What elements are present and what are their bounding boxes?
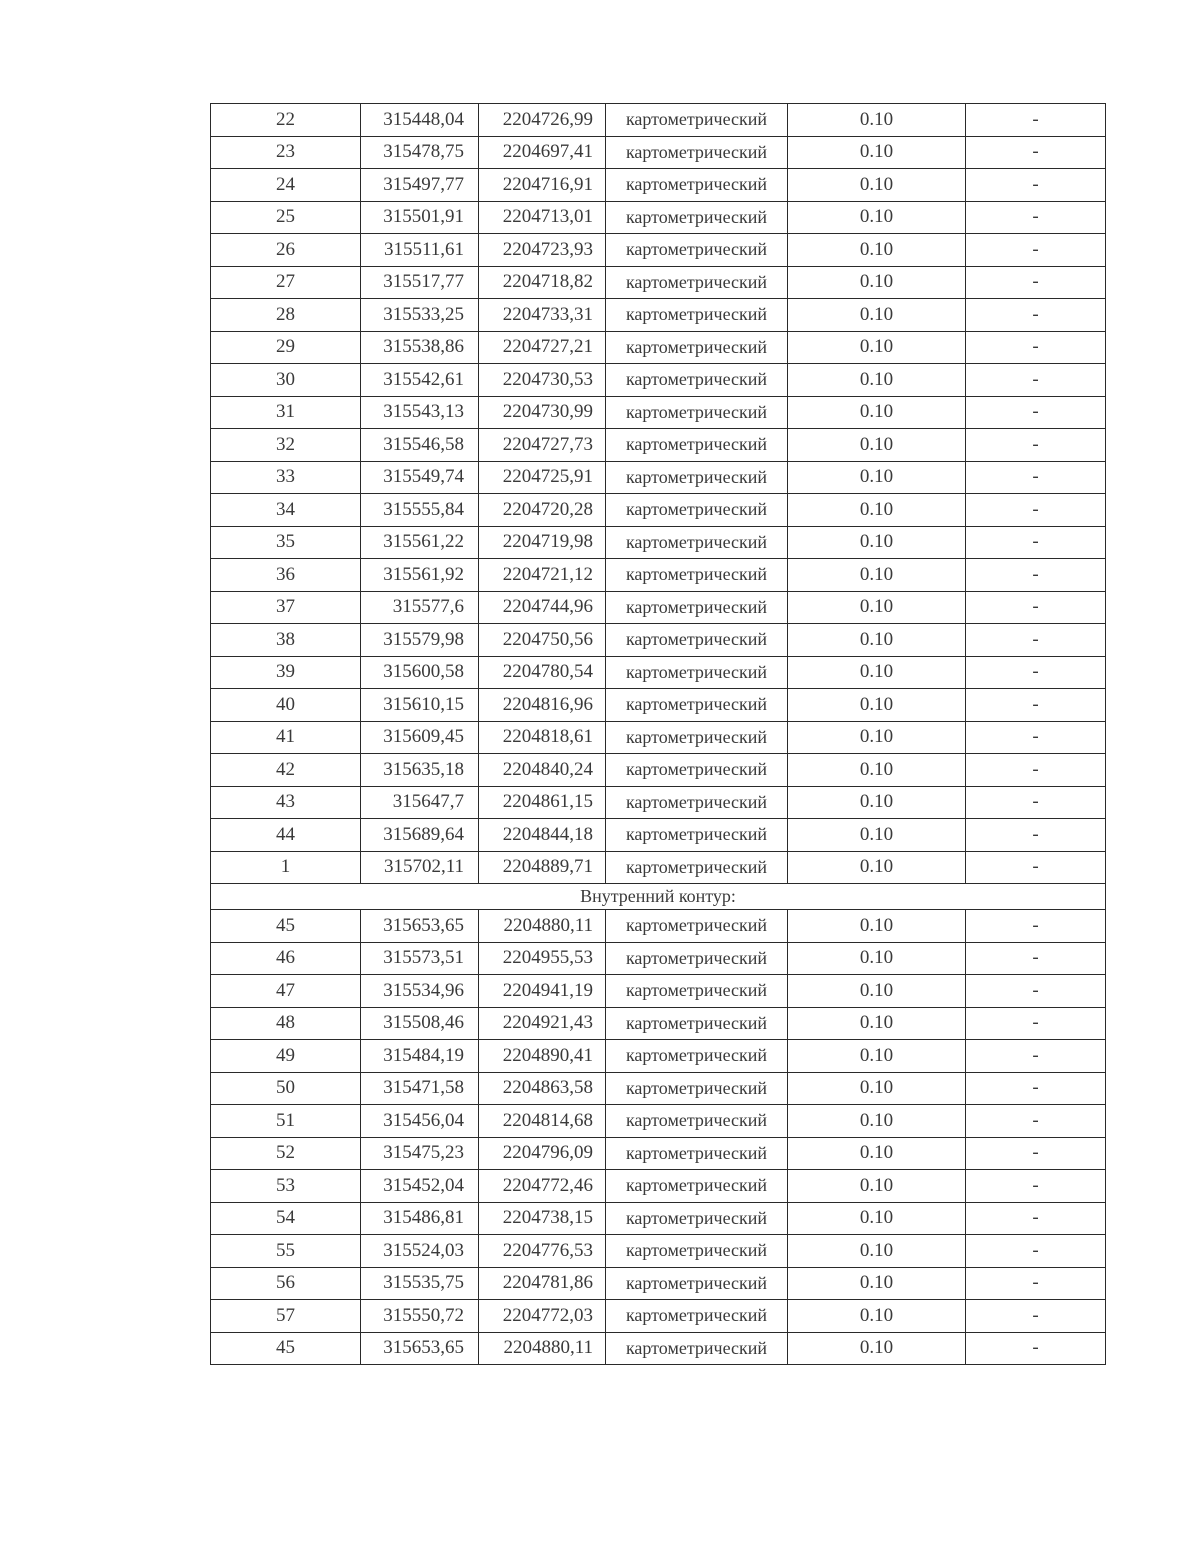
table-row	[211, 1170, 1106, 1203]
coord-y-cell: 2204744,96	[479, 591, 606, 624]
note-cell: -	[966, 851, 1106, 884]
coord-x-cell: 315452,04	[361, 1170, 479, 1203]
method-cell: картометрический	[606, 266, 788, 299]
coord-y-cell: 2204713,01	[479, 201, 606, 234]
coord-x-cell: 315478,75	[361, 136, 479, 169]
method-cell: картометрический	[606, 396, 788, 429]
coord-y-cell: 2204772,03	[479, 1300, 606, 1333]
accuracy-cell: 0.10	[788, 559, 966, 592]
note-cell: -	[966, 1267, 1106, 1300]
accuracy-cell: 0.10	[788, 910, 966, 943]
method-cell: картометрический	[606, 786, 788, 819]
method-cell: картометрический	[606, 1332, 788, 1365]
point-number-cell: 33	[211, 461, 361, 494]
coord-x-cell: 315600,58	[361, 656, 479, 689]
coord-x-cell: 315501,91	[361, 201, 479, 234]
coord-y-cell: 2204697,41	[479, 136, 606, 169]
table-row	[211, 104, 1106, 137]
coord-x-cell: 315497,77	[361, 169, 479, 202]
coord-x-cell: 315579,98	[361, 624, 479, 657]
point-number-cell: 52	[211, 1137, 361, 1170]
method-cell: картометрический	[606, 559, 788, 592]
method-cell: картометрический	[606, 656, 788, 689]
table-row	[211, 851, 1106, 884]
note-cell: -	[966, 1170, 1106, 1203]
method-cell: картометрический	[606, 1235, 788, 1268]
table-row	[211, 364, 1106, 397]
method-cell: картометрический	[606, 331, 788, 364]
method-cell: картометрический	[606, 526, 788, 559]
accuracy-cell: 0.10	[788, 1235, 966, 1268]
point-number-cell: 34	[211, 494, 361, 527]
method-cell: картометрический	[606, 1300, 788, 1333]
point-number-cell: 30	[211, 364, 361, 397]
table-row	[211, 494, 1106, 527]
coord-x-cell: 315538,86	[361, 331, 479, 364]
coord-y-cell: 2204889,71	[479, 851, 606, 884]
coord-x-cell: 315577,6	[361, 591, 479, 624]
point-number-cell: 25	[211, 201, 361, 234]
coord-y-cell: 2204955,53	[479, 942, 606, 975]
coord-y-cell: 2204716,91	[479, 169, 606, 202]
point-number-cell: 39	[211, 656, 361, 689]
note-cell: -	[966, 331, 1106, 364]
coord-y-cell: 2204840,24	[479, 754, 606, 787]
method-cell: картометрический	[606, 234, 788, 267]
note-cell: -	[966, 942, 1106, 975]
note-cell: -	[966, 624, 1106, 657]
coord-x-cell: 315561,92	[361, 559, 479, 592]
accuracy-cell: 0.10	[788, 656, 966, 689]
point-number-cell: 50	[211, 1072, 361, 1105]
method-cell: картометрический	[606, 819, 788, 852]
coord-x-cell: 315549,74	[361, 461, 479, 494]
accuracy-cell: 0.10	[788, 754, 966, 787]
point-number-cell: 57	[211, 1300, 361, 1333]
table-row	[211, 559, 1106, 592]
accuracy-cell: 0.10	[788, 396, 966, 429]
coord-x-cell: 315508,46	[361, 1007, 479, 1040]
coord-x-cell: 315542,61	[361, 364, 479, 397]
coord-y-cell: 2204880,11	[479, 1332, 606, 1365]
note-cell: -	[966, 1235, 1106, 1268]
point-number-cell: 38	[211, 624, 361, 657]
method-cell: картометрический	[606, 1267, 788, 1300]
table-row	[211, 1137, 1106, 1170]
method-cell: картометрический	[606, 461, 788, 494]
point-number-cell: 36	[211, 559, 361, 592]
point-number-cell: 40	[211, 689, 361, 722]
accuracy-cell: 0.10	[788, 1007, 966, 1040]
coord-x-cell: 315524,03	[361, 1235, 479, 1268]
point-number-cell: 29	[211, 331, 361, 364]
note-cell: -	[966, 494, 1106, 527]
coord-y-cell: 2204941,19	[479, 975, 606, 1008]
point-number-cell: 23	[211, 136, 361, 169]
coord-y-cell: 2204781,86	[479, 1267, 606, 1300]
table-row	[211, 786, 1106, 819]
coord-x-cell: 315535,75	[361, 1267, 479, 1300]
note-cell: -	[966, 559, 1106, 592]
note-cell: -	[966, 1332, 1106, 1365]
coord-y-cell: 2204738,15	[479, 1202, 606, 1235]
coord-y-cell: 2204816,96	[479, 689, 606, 722]
coord-x-cell: 315448,04	[361, 104, 479, 137]
coord-x-cell: 315546,58	[361, 429, 479, 462]
note-cell: -	[966, 526, 1106, 559]
coord-x-cell: 315689,64	[361, 819, 479, 852]
coord-y-cell: 2204725,91	[479, 461, 606, 494]
accuracy-cell: 0.10	[788, 942, 966, 975]
note-cell: -	[966, 201, 1106, 234]
method-cell: картометрический	[606, 364, 788, 397]
accuracy-cell: 0.10	[788, 461, 966, 494]
table-row	[211, 331, 1106, 364]
note-cell: -	[966, 234, 1106, 267]
coord-y-cell: 2204776,53	[479, 1235, 606, 1268]
table-row	[211, 1267, 1106, 1300]
coord-x-cell: 315475,23	[361, 1137, 479, 1170]
note-cell: -	[966, 975, 1106, 1008]
method-cell: картометрический	[606, 754, 788, 787]
note-cell: -	[966, 754, 1106, 787]
method-cell: картометрический	[606, 1202, 788, 1235]
table-row	[211, 526, 1106, 559]
inner-contour-label: Внутренний контур:	[211, 884, 1106, 910]
table-row	[211, 1007, 1106, 1040]
accuracy-cell: 0.10	[788, 331, 966, 364]
coord-y-cell: 2204890,41	[479, 1040, 606, 1073]
method-cell: картометрический	[606, 1170, 788, 1203]
accuracy-cell: 0.10	[788, 201, 966, 234]
coord-y-cell: 2204814,68	[479, 1105, 606, 1138]
coord-y-cell: 2204880,11	[479, 910, 606, 943]
accuracy-cell: 0.10	[788, 299, 966, 332]
point-number-cell: 1	[211, 851, 361, 884]
coord-y-cell: 2204726,99	[479, 104, 606, 137]
coord-x-cell: 315511,61	[361, 234, 479, 267]
table-row	[211, 396, 1106, 429]
method-cell: картометрический	[606, 851, 788, 884]
accuracy-cell: 0.10	[788, 689, 966, 722]
table-row	[211, 461, 1106, 494]
note-cell: -	[966, 104, 1106, 137]
coord-y-cell: 2204861,15	[479, 786, 606, 819]
method-cell: картометрический	[606, 169, 788, 202]
note-cell: -	[966, 656, 1106, 689]
point-number-cell: 28	[211, 299, 361, 332]
accuracy-cell: 0.10	[788, 1040, 966, 1073]
method-cell: картометрический	[606, 689, 788, 722]
table-row	[211, 819, 1106, 852]
method-cell: картометрический	[606, 201, 788, 234]
coord-x-cell: 315702,11	[361, 851, 479, 884]
point-number-cell: 43	[211, 786, 361, 819]
coord-y-cell: 2204796,09	[479, 1137, 606, 1170]
coord-x-cell: 315456,04	[361, 1105, 479, 1138]
inner-contour-row	[211, 884, 1106, 910]
accuracy-cell: 0.10	[788, 526, 966, 559]
method-cell: картометрический	[606, 975, 788, 1008]
point-number-cell: 22	[211, 104, 361, 137]
accuracy-cell: 0.10	[788, 1267, 966, 1300]
coord-x-cell: 315555,84	[361, 494, 479, 527]
point-number-cell: 24	[211, 169, 361, 202]
coord-y-cell: 2204727,21	[479, 331, 606, 364]
accuracy-cell: 0.10	[788, 1332, 966, 1365]
table-row	[211, 266, 1106, 299]
accuracy-cell: 0.10	[788, 169, 966, 202]
accuracy-cell: 0.10	[788, 851, 966, 884]
point-number-cell: 42	[211, 754, 361, 787]
note-cell: -	[966, 910, 1106, 943]
point-number-cell: 55	[211, 1235, 361, 1268]
coord-y-cell: 2204844,18	[479, 819, 606, 852]
point-number-cell: 44	[211, 819, 361, 852]
note-cell: -	[966, 721, 1106, 754]
coord-y-cell: 2204723,93	[479, 234, 606, 267]
note-cell: -	[966, 786, 1106, 819]
method-cell: картометрический	[606, 721, 788, 754]
table-row	[211, 201, 1106, 234]
coord-y-cell: 2204721,12	[479, 559, 606, 592]
coord-y-cell: 2204818,61	[479, 721, 606, 754]
table-row	[211, 721, 1106, 754]
coord-y-cell: 2204730,53	[479, 364, 606, 397]
point-number-cell: 47	[211, 975, 361, 1008]
coord-y-cell: 2204730,99	[479, 396, 606, 429]
accuracy-cell: 0.10	[788, 364, 966, 397]
coord-x-cell: 315550,72	[361, 1300, 479, 1333]
note-cell: -	[966, 689, 1106, 722]
coord-x-cell: 315543,13	[361, 396, 479, 429]
table-row	[211, 1105, 1106, 1138]
accuracy-cell: 0.10	[788, 494, 966, 527]
point-number-cell: 46	[211, 942, 361, 975]
accuracy-cell: 0.10	[788, 1105, 966, 1138]
coord-x-cell: 315486,81	[361, 1202, 479, 1235]
note-cell: -	[966, 1072, 1106, 1105]
accuracy-cell: 0.10	[788, 1170, 966, 1203]
coord-y-cell: 2204772,46	[479, 1170, 606, 1203]
method-cell: картометрический	[606, 1105, 788, 1138]
coord-x-cell: 315533,25	[361, 299, 479, 332]
table-row	[211, 299, 1106, 332]
table-row	[211, 910, 1106, 943]
accuracy-cell: 0.10	[788, 975, 966, 1008]
coord-x-cell: 315653,65	[361, 1332, 479, 1365]
coord-x-cell: 315484,19	[361, 1040, 479, 1073]
note-cell: -	[966, 136, 1106, 169]
method-cell: картометрический	[606, 1040, 788, 1073]
accuracy-cell: 0.10	[788, 234, 966, 267]
coord-x-cell: 315653,65	[361, 910, 479, 943]
coord-x-cell: 315471,58	[361, 1072, 479, 1105]
coord-y-cell: 2204921,43	[479, 1007, 606, 1040]
point-number-cell: 35	[211, 526, 361, 559]
accuracy-cell: 0.10	[788, 1300, 966, 1333]
accuracy-cell: 0.10	[788, 266, 966, 299]
accuracy-cell: 0.10	[788, 721, 966, 754]
point-number-cell: 26	[211, 234, 361, 267]
accuracy-cell: 0.10	[788, 1137, 966, 1170]
method-cell: картометрический	[606, 104, 788, 137]
point-number-cell: 32	[211, 429, 361, 462]
coord-y-cell: 2204727,73	[479, 429, 606, 462]
coord-y-cell: 2204780,54	[479, 656, 606, 689]
method-cell: картометрический	[606, 1007, 788, 1040]
table-row	[211, 754, 1106, 787]
table-row	[211, 591, 1106, 624]
accuracy-cell: 0.10	[788, 819, 966, 852]
table-row	[211, 1300, 1106, 1333]
coord-y-cell: 2204863,58	[479, 1072, 606, 1105]
table-row	[211, 656, 1106, 689]
table-row	[211, 689, 1106, 722]
method-cell: картометрический	[606, 299, 788, 332]
note-cell: -	[966, 429, 1106, 462]
coord-x-cell: 315561,22	[361, 526, 479, 559]
coordinates-table	[210, 103, 1106, 1365]
coord-y-cell: 2204733,31	[479, 299, 606, 332]
point-number-cell: 31	[211, 396, 361, 429]
note-cell: -	[966, 1300, 1106, 1333]
accuracy-cell: 0.10	[788, 1202, 966, 1235]
accuracy-cell: 0.10	[788, 104, 966, 137]
point-number-cell: 56	[211, 1267, 361, 1300]
note-cell: -	[966, 266, 1106, 299]
table-row	[211, 624, 1106, 657]
table-row	[211, 1040, 1106, 1073]
method-cell: картометрический	[606, 942, 788, 975]
point-number-cell: 27	[211, 266, 361, 299]
accuracy-cell: 0.10	[788, 429, 966, 462]
coord-x-cell: 315610,15	[361, 689, 479, 722]
table-row	[211, 1202, 1106, 1235]
accuracy-cell: 0.10	[788, 136, 966, 169]
method-cell: картометрический	[606, 624, 788, 657]
note-cell: -	[966, 1202, 1106, 1235]
table-row	[211, 1235, 1106, 1268]
accuracy-cell: 0.10	[788, 591, 966, 624]
method-cell: картометрический	[606, 1137, 788, 1170]
method-cell: картометрический	[606, 910, 788, 943]
coord-y-cell: 2204720,28	[479, 494, 606, 527]
point-number-cell: 49	[211, 1040, 361, 1073]
coordinates-table-body	[211, 104, 1106, 1365]
coord-y-cell: 2204719,98	[479, 526, 606, 559]
coord-x-cell: 315635,18	[361, 754, 479, 787]
method-cell: картометрический	[606, 136, 788, 169]
note-cell: -	[966, 299, 1106, 332]
coord-y-cell: 2204718,82	[479, 266, 606, 299]
table-row	[211, 169, 1106, 202]
note-cell: -	[966, 1007, 1106, 1040]
coord-x-cell: 315573,51	[361, 942, 479, 975]
coord-y-cell: 2204750,56	[479, 624, 606, 657]
note-cell: -	[966, 1137, 1106, 1170]
method-cell: картометрический	[606, 429, 788, 462]
table-row	[211, 429, 1106, 462]
table-row	[211, 1332, 1106, 1365]
method-cell: картометрический	[606, 591, 788, 624]
coord-x-cell: 315609,45	[361, 721, 479, 754]
accuracy-cell: 0.10	[788, 624, 966, 657]
table-row	[211, 942, 1106, 975]
point-number-cell: 45	[211, 910, 361, 943]
note-cell: -	[966, 396, 1106, 429]
note-cell: -	[966, 364, 1106, 397]
point-number-cell: 54	[211, 1202, 361, 1235]
table-row	[211, 136, 1106, 169]
accuracy-cell: 0.10	[788, 1072, 966, 1105]
table-row	[211, 975, 1106, 1008]
point-number-cell: 41	[211, 721, 361, 754]
point-number-cell: 53	[211, 1170, 361, 1203]
point-number-cell: 37	[211, 591, 361, 624]
coord-x-cell: 315534,96	[361, 975, 479, 1008]
note-cell: -	[966, 1105, 1106, 1138]
note-cell: -	[966, 819, 1106, 852]
coord-x-cell: 315647,7	[361, 786, 479, 819]
method-cell: картометрический	[606, 1072, 788, 1105]
point-number-cell: 48	[211, 1007, 361, 1040]
note-cell: -	[966, 591, 1106, 624]
note-cell: -	[966, 169, 1106, 202]
point-number-cell: 51	[211, 1105, 361, 1138]
table-row	[211, 234, 1106, 267]
table-row	[211, 1072, 1106, 1105]
point-number-cell: 45	[211, 1332, 361, 1365]
note-cell: -	[966, 1040, 1106, 1073]
accuracy-cell: 0.10	[788, 786, 966, 819]
note-cell: -	[966, 461, 1106, 494]
coord-x-cell: 315517,77	[361, 266, 479, 299]
method-cell: картометрический	[606, 494, 788, 527]
